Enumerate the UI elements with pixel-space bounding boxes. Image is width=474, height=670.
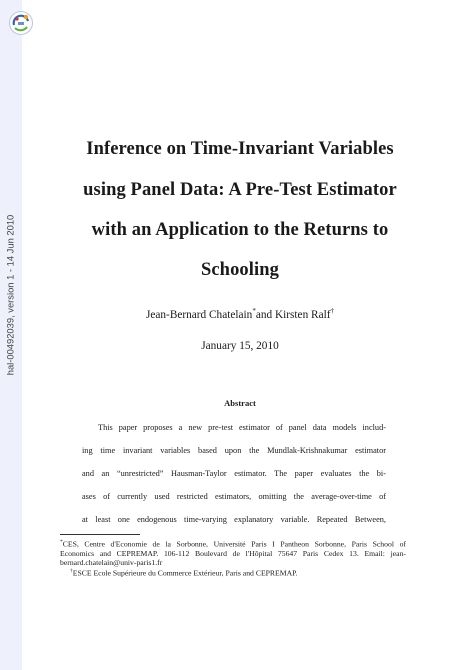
- footnote-1: [60, 538, 406, 568]
- abstract-heading: Abstract: [224, 398, 256, 408]
- footnote-1-line-2: Economics and CEPREMAP. 106-112 Boulevard de l'Hôpital 75647 Paris Cedex 13. Email: jean-: [60, 548, 406, 558]
- author-1-name: Jean-Bernard Chatelain: [145, 308, 253, 321]
- footnote-1-line-1: *CES, Centre d'Economie de la Sorbonne, Université Paris I Pantheon Sorbonne, Paris School of: [60, 539, 406, 549]
- hal-archive-logo-icon[interactable]: [8, 10, 34, 36]
- abstract-line-1: This paper proposes a new pre-test estimator of panel data models includ-: [98, 423, 386, 432]
- author-joiner: and Kirsten Ralf: [255, 308, 331, 321]
- author-line: [40, 307, 440, 321]
- footnote-1-mark: *: [60, 539, 63, 545]
- hal-identifier-text: hal-00492039, version 1 - 14 Jun 2010: [4, 214, 16, 376]
- title-line-3: with an Application to the Returns to: [91, 220, 389, 240]
- hal-identifier-stamp: [2, 190, 18, 400]
- abstract-line-2: ing time invariant variables based upon the Mundlak-Krishnakumar estimator: [82, 446, 386, 455]
- abstract-line-3: and an “unrestricted” Hausman-Taylor estimator. The paper evaluates the bi-: [82, 469, 386, 478]
- title-line-1: Inference on Time-Invariant Variables: [86, 139, 394, 159]
- footnote-2-mark: †: [70, 568, 73, 574]
- footnote-1-line-3[interactable]: bernard.chatelain@univ-paris1.fr: [60, 558, 163, 568]
- footnote-2: [60, 567, 406, 578]
- abstract-line-4: ases of currently used restricted estimators, omitting the average-over-time of: [82, 492, 386, 501]
- abstract-line-5: at least one endogenous time-varying explanatory variable. Repeated Between,: [82, 515, 386, 524]
- title-line-4: Schooling: [200, 260, 279, 280]
- paper-date: January 15, 2010: [201, 340, 279, 352]
- footnote-rule: [60, 534, 140, 535]
- footnote-2-line: †ESCE Ecole Supérieure du Commerce Extérieur, Paris and CEPREMAP.: [70, 568, 298, 578]
- author-2-mark: †: [330, 307, 334, 315]
- title-line-2: using Panel Data: A Pre-Test Estimator: [83, 180, 397, 200]
- author-1-mark: *: [252, 307, 256, 315]
